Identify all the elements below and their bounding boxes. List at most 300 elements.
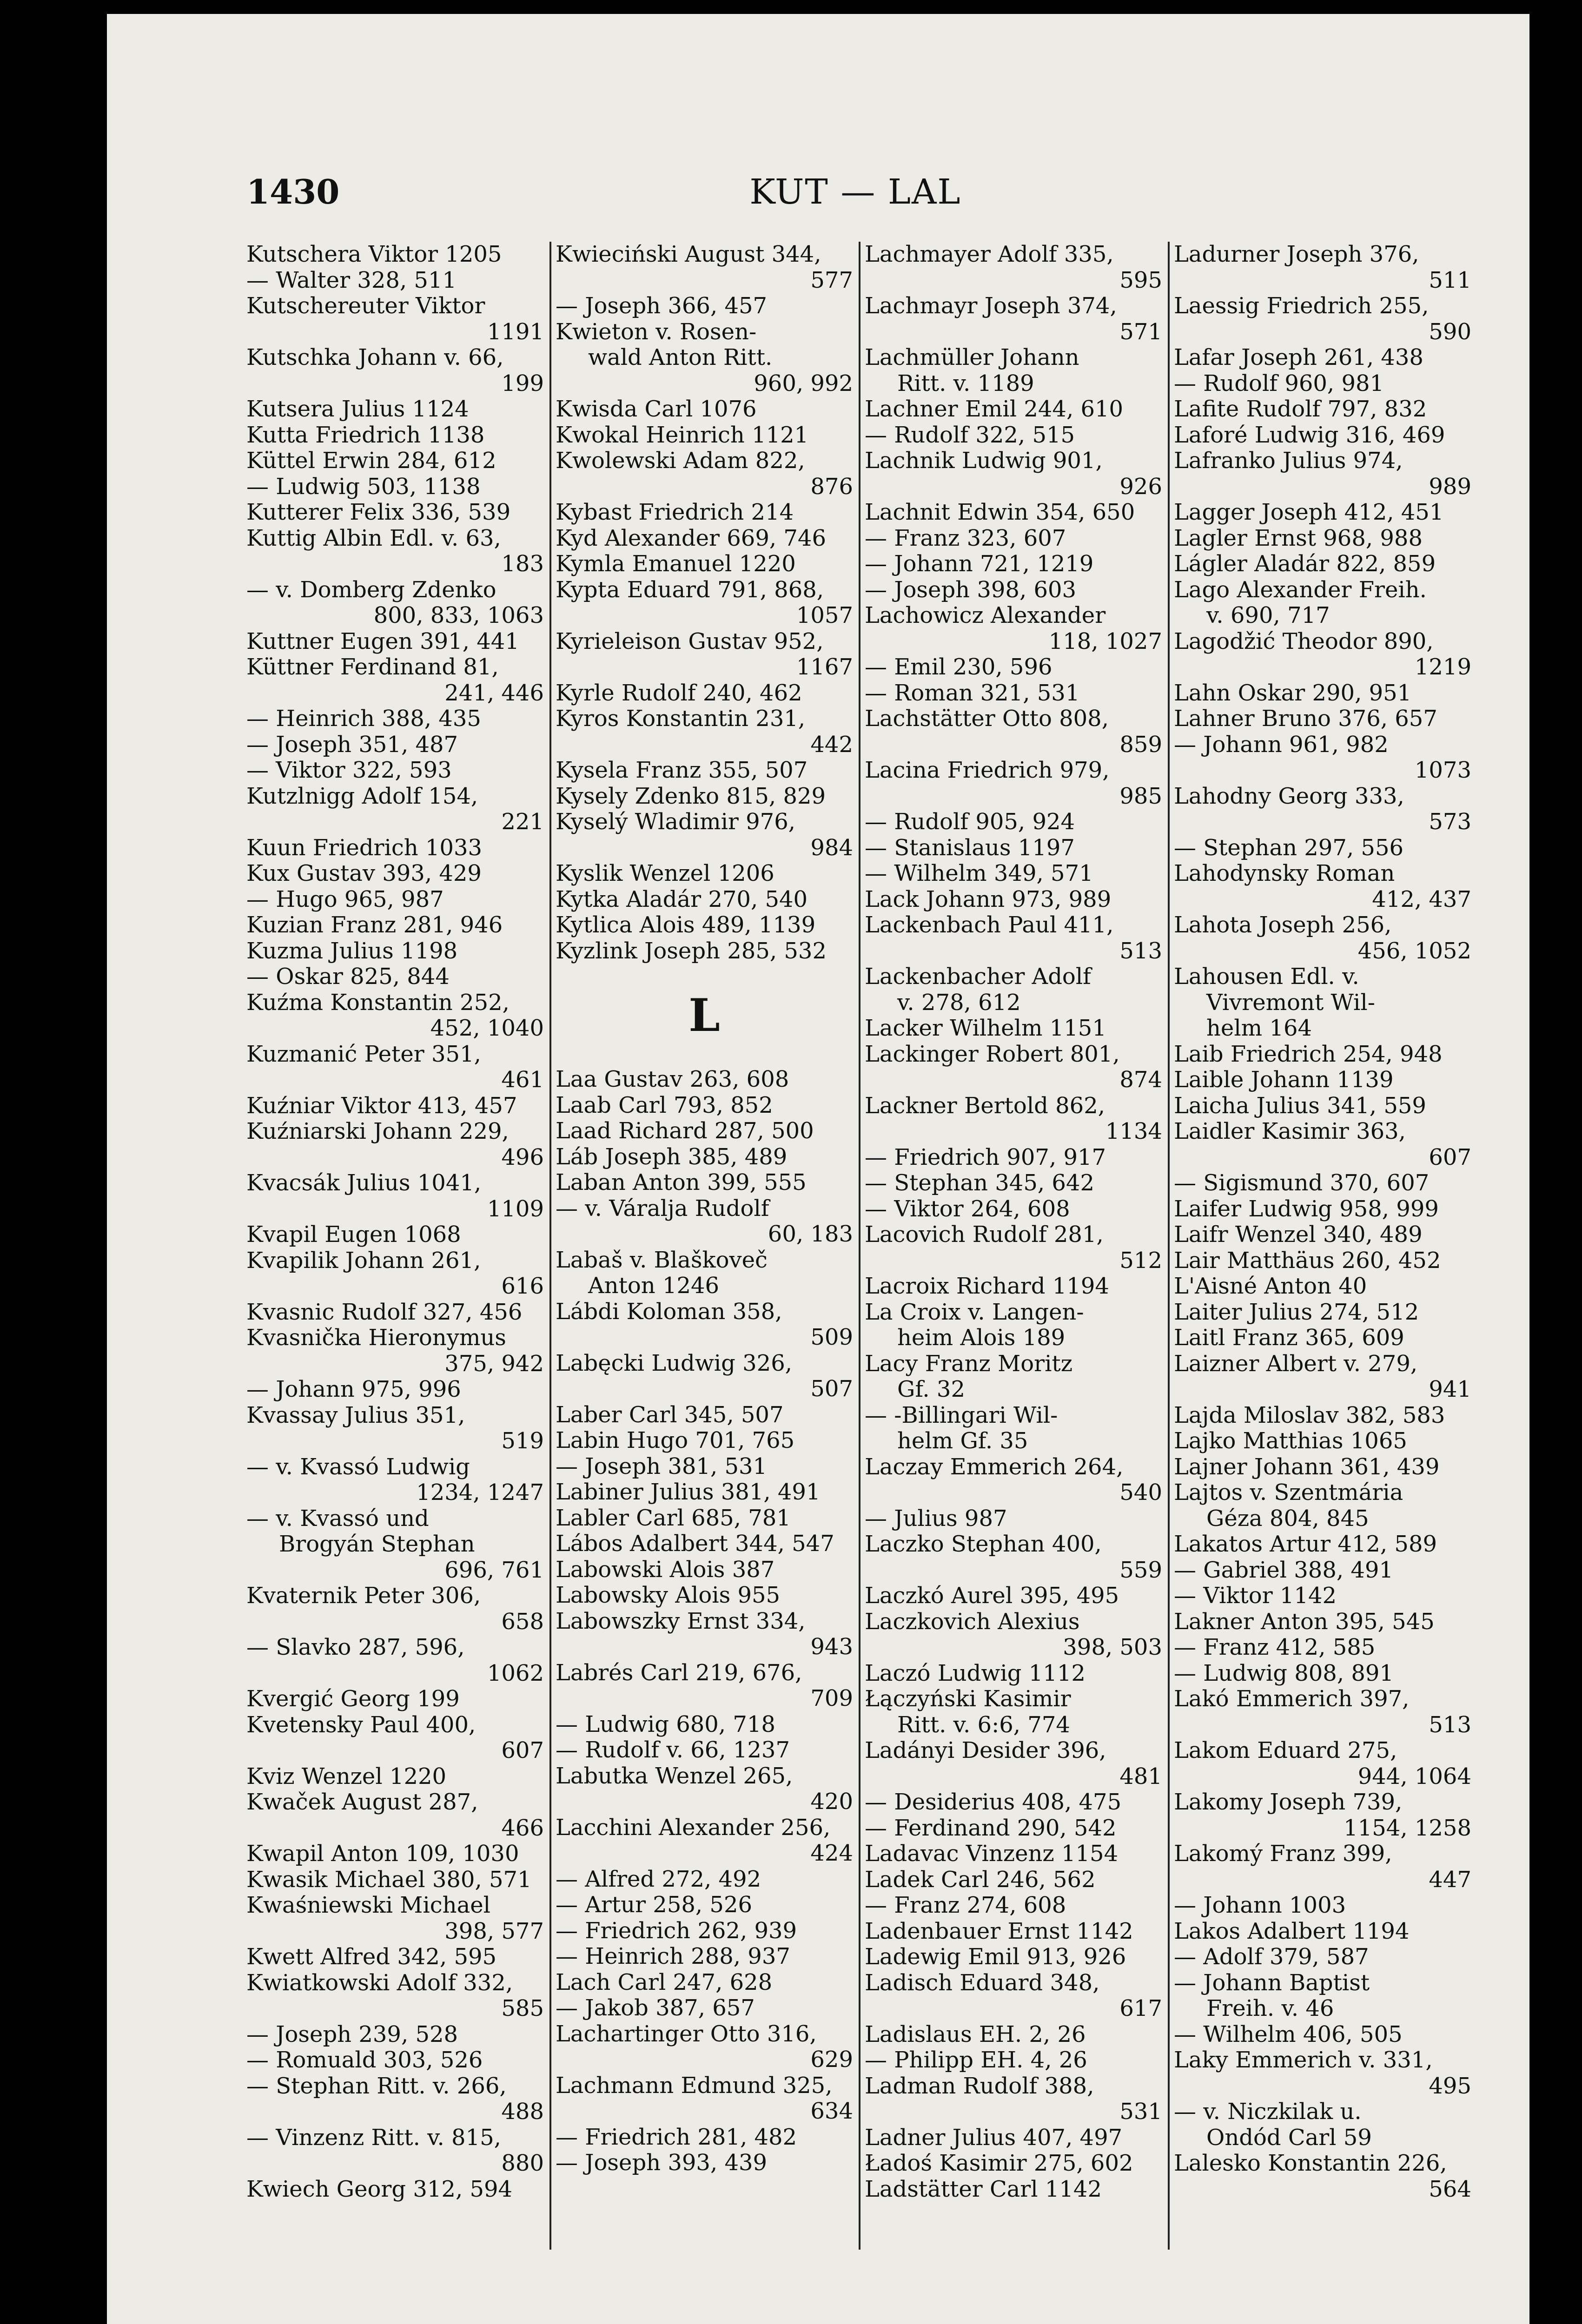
index-entry: Labowsky Alois 955 <box>556 1582 781 1608</box>
index-entry: Ladisch Eduard 348, <box>865 1969 1100 1996</box>
index-entry: Lackenbach Paul 411, <box>865 912 1114 938</box>
index-entry: Lago Alexander Freih. <box>1174 576 1427 603</box>
index-entry: Lachnit Edwin 354, 650 <box>865 499 1135 525</box>
index-entry: Kutterer Felix 336, 539 <box>246 499 511 525</box>
index-entry: 571 <box>1119 318 1162 345</box>
index-entry: 488 <box>501 2099 544 2125</box>
index-entry: Küttner Ferdinand 81, <box>246 654 499 680</box>
index-entry: 1154, 1258 <box>1344 1815 1471 1841</box>
index-entry: Ritt. v. 6:6, 774 <box>897 1711 1070 1738</box>
index-entry: Kwapil Anton 109, 1030 <box>246 1841 519 1867</box>
index-entry: 1062 <box>487 1660 544 1686</box>
index-entry: Kuttig Albin Edl. v. 63, <box>246 525 501 551</box>
index-entry: 926 <box>1119 473 1162 500</box>
index-entry: Lachstätter Otto 808, <box>865 706 1109 732</box>
index-entry: — Franz 412, 585 <box>1174 1634 1376 1660</box>
index-entry: 461 <box>501 1067 544 1093</box>
index-entry: Kuttner Eugen 391, 441 <box>246 628 519 654</box>
index-entry: Laban Anton 399, 555 <box>556 1169 807 1195</box>
index-entry: v. 278, 612 <box>897 989 1021 1016</box>
index-entry: 531 <box>1119 2099 1162 2125</box>
index-entry: helm Gf. 35 <box>897 1428 1028 1454</box>
index-entry: Laifer Ludwig 958, 999 <box>1174 1195 1439 1222</box>
index-entry: 456, 1052 <box>1357 938 1471 964</box>
index-entry: Kwieton v. Rosen- <box>556 318 757 345</box>
index-entry: Labowszky Ernst 334, <box>556 1608 806 1634</box>
index-entry: — Philipp EH. 4, 26 <box>865 2047 1087 2073</box>
index-entry: Vivremont Wil- <box>1206 989 1375 1016</box>
index-entry: Ladman Rudolf 388, <box>865 2073 1094 2099</box>
index-entry: Kysely Zdenko 815, 829 <box>556 783 826 809</box>
index-entry: Lachnik Ludwig 901, <box>865 448 1103 474</box>
index-entry: Lagodžić Theodor 890, <box>1174 628 1434 654</box>
index-entry: Kvassay Julius 351, <box>246 1402 465 1428</box>
index-entry: — Rudolf 322, 515 <box>865 422 1075 448</box>
index-entry: — Sigismund 370, 607 <box>1174 1170 1430 1196</box>
index-entry: Kuzma Julius 1198 <box>246 938 458 964</box>
index-entry: heim Alois 189 <box>897 1325 1066 1351</box>
index-entry: 559 <box>1119 1557 1162 1583</box>
index-entry: Laidler Kasimir 363, <box>1174 1118 1406 1144</box>
index-entry: 1191 <box>487 318 544 345</box>
index-entry: 941 <box>1429 1376 1471 1402</box>
index-entry: — Rudolf v. 66, 1237 <box>556 1737 790 1763</box>
index-entry: Ondód Carl 59 <box>1206 2124 1372 2151</box>
index-entry: — Oskar 825, 844 <box>246 964 450 990</box>
index-entry: Kypta Eduard 791, 868, <box>556 576 824 603</box>
index-entry: — Viktor 322, 593 <box>246 757 452 783</box>
index-entry: 1234, 1247 <box>416 1479 544 1505</box>
index-entry: 709 <box>810 1685 853 1711</box>
index-entry: Lakom Eduard 275, <box>1174 1737 1397 1763</box>
index-entry: — Rudolf 905, 924 <box>865 809 1075 835</box>
index-entry: 519 <box>501 1428 544 1454</box>
directory-page <box>107 14 1529 2324</box>
index-entry: Ładoś Kasimir 275, 602 <box>865 2150 1133 2176</box>
column-rule <box>1168 242 1170 2250</box>
index-entry: 984 <box>810 834 853 861</box>
index-entry: Kyd Alexander 669, 746 <box>556 525 826 551</box>
index-entry: — Stephan Ritt. v. 266, <box>246 2073 507 2099</box>
index-entry: 375, 942 <box>444 1350 544 1377</box>
index-entry: — Joseph 239, 528 <box>246 2021 458 2047</box>
index-entry: Laforé Ludwig 316, 469 <box>1174 422 1445 448</box>
index-entry: Laifr Wenzel 340, 489 <box>1174 1221 1423 1248</box>
index-entry: Kvacsák Julius 1041, <box>246 1170 482 1196</box>
index-entry: Ladurner Joseph 376, <box>1174 242 1419 267</box>
index-entry: Kutzlnigg Adolf 154, <box>246 783 478 809</box>
index-entry: Kybast Friedrich 214 <box>556 499 794 525</box>
index-entry: 221 <box>501 809 544 835</box>
index-entry: Kwolewski Adam 822, <box>556 448 805 474</box>
index-entry: L'Aisné Anton 40 <box>1174 1273 1367 1299</box>
index-entry: — Emil 230, 596 <box>865 654 1052 680</box>
index-entry: — Slavko 287, 596, <box>246 1634 465 1660</box>
index-entry: 800, 833, 1063 <box>373 602 544 628</box>
index-entry: 118, 1027 <box>1048 628 1162 654</box>
index-entry: Kytlica Alois 489, 1139 <box>556 912 816 938</box>
index-entry: 412, 437 <box>1372 886 1471 912</box>
index-entry: Láb Joseph 385, 489 <box>556 1143 788 1170</box>
index-entry: — Viktor 264, 608 <box>865 1195 1070 1222</box>
index-entry: — Franz 323, 607 <box>865 525 1066 551</box>
index-entry: Ladislaus EH. 2, 26 <box>865 2021 1086 2047</box>
index-entry: Kuźniar Viktor 413, 457 <box>246 1092 517 1119</box>
index-entry: Lakner Anton 395, 545 <box>1174 1608 1435 1635</box>
index-entry: Kyrle Rudolf 240, 462 <box>556 680 802 706</box>
index-entry: — Heinrich 288, 937 <box>556 1943 790 1969</box>
index-entry: 495 <box>1429 2073 1471 2099</box>
index-entry: — Roman 321, 531 <box>865 680 1080 706</box>
index-entry: — Johann Baptist <box>1174 1969 1370 1996</box>
index-entry: Kvapil Eugen 1068 <box>246 1221 461 1248</box>
index-entry: 398, 577 <box>444 1918 544 1944</box>
index-entry: Lajda Miloslav 382, 583 <box>1174 1402 1445 1428</box>
index-entry: Kuźniarski Johann 229, <box>246 1118 509 1144</box>
index-entry: Küttel Erwin 284, 612 <box>246 448 496 474</box>
index-entry: — Joseph 381, 531 <box>556 1453 768 1479</box>
index-entry: 880 <box>501 2150 544 2176</box>
index-entry: Lagger Joseph 412, 451 <box>1174 499 1444 525</box>
index-entry: Laczó Ludwig 1112 <box>865 1660 1086 1686</box>
index-entry: Ladavac Vinzenz 1154 <box>865 1841 1119 1867</box>
index-entry: Kwasik Michael 380, 571 <box>246 1866 532 1893</box>
index-entry: — Hugo 965, 987 <box>246 886 444 912</box>
index-entry: Lakomý Franz 399, <box>1174 1841 1392 1867</box>
index-entry: — Heinrich 388, 435 <box>246 706 481 732</box>
index-entry: 513 <box>1429 1711 1471 1738</box>
index-entry: Anton 1246 <box>588 1273 720 1299</box>
index-entry: Laky Emmerich v. 331, <box>1174 2047 1433 2073</box>
index-entry: Lacker Wilhelm 1151 <box>865 1015 1106 1041</box>
index-entry: Ladányi Desider 396, <box>865 1737 1106 1763</box>
index-entry: Laczko Stephan 400, <box>865 1531 1102 1557</box>
index-entry: Kvasnic Rudolf 327, 456 <box>246 1299 523 1325</box>
index-entry: 634 <box>810 2098 853 2124</box>
index-entry: Lafar Joseph 261, 438 <box>1174 344 1423 370</box>
index-entry: 617 <box>1119 1995 1162 2021</box>
index-entry: — Gabriel 388, 491 <box>1174 1557 1394 1583</box>
index-entry: Lacovich Rudolf 281, <box>865 1221 1104 1248</box>
index-entry: Kviz Wenzel 1220 <box>246 1763 447 1789</box>
index-entry: 573 <box>1429 809 1471 835</box>
index-entry: Lacina Friedrich 979, <box>865 757 1110 783</box>
index-entry: 199 <box>501 370 544 396</box>
index-entry: Freih. v. 46 <box>1206 1995 1334 2021</box>
index-entry: — Friedrich 281, 482 <box>556 2124 797 2150</box>
index-entry: Laizner Albert v. 279, <box>1174 1350 1418 1377</box>
index-entry: — Johann 975, 996 <box>246 1376 461 1402</box>
index-entry: 420 <box>810 1789 853 1815</box>
index-entry: Lach Carl 247, 628 <box>556 1969 773 1995</box>
index-entry: Lajtos v. Szentmária <box>1174 1479 1403 1505</box>
index-entry: wald Anton Ritt. <box>588 344 773 370</box>
index-entry: Kyselý Wladimir 976, <box>556 809 795 835</box>
index-entry: — Stanislaus 1197 <box>865 834 1075 861</box>
index-entry: Kutschka Johann v. 66, <box>246 344 504 370</box>
index-entry: — Joseph 393, 439 <box>556 2150 768 2176</box>
index-entry: Lábos Adalbert 344, 547 <box>556 1531 834 1557</box>
index-entry: 507 <box>810 1376 853 1402</box>
index-entry: helm 164 <box>1206 1015 1312 1041</box>
index-entry: Kvergić Georg 199 <box>246 1686 460 1712</box>
index-entry: 452, 1040 <box>430 1015 544 1041</box>
index-entry: — Joseph 398, 603 <box>865 576 1077 603</box>
index-entry: Labowski Alois 387 <box>556 1556 775 1583</box>
index-entry: — v. Váralja Rudolf <box>556 1195 769 1221</box>
index-entry: Lahodynsky Roman <box>1174 860 1395 886</box>
index-entry: 1057 <box>796 602 853 628</box>
index-entry: Kwett Alfred 342, 595 <box>246 1944 497 1970</box>
index-entry: Brogyán Stephan <box>279 1531 475 1557</box>
index-entry: — Walter 328, 511 <box>246 267 457 293</box>
index-entry: Lachner Emil 244, 610 <box>865 396 1124 422</box>
index-entry: Labler Carl 685, 781 <box>556 1505 791 1531</box>
index-entry: — Alfred 272, 492 <box>556 1866 761 1892</box>
index-entry: Lachmüller Johann <box>865 344 1079 370</box>
index-entry: — Romuald 303, 526 <box>246 2047 483 2073</box>
index-entry: — Johann 721, 1219 <box>865 551 1094 577</box>
index-entry: Labrés Carl 219, 676, <box>556 1659 802 1686</box>
index-entry: — v. Kvassó Ludwig <box>246 1453 470 1480</box>
index-entry: 1219 <box>1414 654 1471 680</box>
index-entry: Lackenbacher Adolf <box>865 964 1091 990</box>
index-entry: Lahodny Georg 333, <box>1174 783 1404 809</box>
index-entry: Laib Friedrich 254, 948 <box>1174 1041 1443 1067</box>
index-entry: Géza 804, 845 <box>1206 1505 1369 1532</box>
index-entry: Labaš v. Blaškoveč <box>556 1247 768 1273</box>
column-rule <box>859 242 861 2250</box>
index-entry: 513 <box>1119 938 1162 964</box>
index-column-1 <box>246 242 544 2250</box>
index-entry: Ladek Carl 246, 562 <box>865 1866 1096 1893</box>
index-entry: Lacy Franz Moritz <box>865 1350 1072 1377</box>
index-entry: Kvetensky Paul 400, <box>246 1711 476 1738</box>
index-entry: 540 <box>1119 1479 1162 1505</box>
index-entry: — Jakob 387, 657 <box>556 1995 755 2021</box>
index-entry: 696, 761 <box>444 1557 544 1583</box>
index-entry: Labęcki Ludwig 326, <box>556 1350 793 1376</box>
index-entry: Kvapilik Johann 261, <box>246 1247 481 1274</box>
index-entry: Kwiech Georg 312, 594 <box>246 2176 513 2202</box>
index-entry: 607 <box>501 1737 544 1763</box>
index-entry: Ladstätter Carl 1142 <box>865 2176 1102 2202</box>
index-entry: Kuzmanić Peter 351, <box>246 1041 481 1067</box>
index-entry: Gf. 32 <box>897 1376 965 1402</box>
index-entry: — Johann 961, 982 <box>1174 731 1389 758</box>
index-entry: — Wilhelm 349, 571 <box>865 860 1093 886</box>
index-entry: Labiner Julius 381, 491 <box>556 1479 821 1505</box>
column-rule <box>549 242 551 2250</box>
index-entry: Lakatos Artur 412, 589 <box>1174 1531 1437 1557</box>
index-entry: 595 <box>1119 267 1162 293</box>
index-entry: Lachmayer Adolf 335, <box>865 242 1114 267</box>
index-entry: Laad Richard 287, 500 <box>556 1118 814 1144</box>
index-entry: Lágler Aladár 822, 859 <box>1174 551 1436 577</box>
index-entry: 1134 <box>1105 1118 1162 1144</box>
index-entry: — Ludwig 808, 891 <box>1174 1660 1394 1686</box>
index-entry: Lacchini Alexander 256, <box>556 1814 831 1841</box>
index-entry: 989 <box>1429 473 1471 500</box>
index-entry: Ladner Julius 407, 497 <box>865 2124 1123 2151</box>
index-entry: Lábdi Koloman 358, <box>556 1298 782 1325</box>
index-entry: 512 <box>1119 1247 1162 1274</box>
index-entry: La Croix v. Langen- <box>865 1299 1084 1325</box>
index-column-3 <box>865 242 1162 2250</box>
index-entry: Lajko Matthias 1065 <box>1174 1428 1407 1454</box>
index-entry: Kyrieleison Gustav 952, <box>556 628 824 654</box>
index-entry: Lacroix Richard 1194 <box>865 1273 1109 1299</box>
index-entry: Lalesko Konstantin 226, <box>1174 2150 1447 2176</box>
index-entry: Ladenbauer Ernst 1142 <box>865 1918 1133 1944</box>
index-entry: Kutschereuter Viktor <box>246 293 485 319</box>
index-entry: Lafranko Julius 974, <box>1174 448 1403 474</box>
index-entry: — Joseph 366, 457 <box>556 293 768 319</box>
index-entry: Laessig Friedrich 255, <box>1174 293 1429 319</box>
index-entry: — Adolf 379, 587 <box>1174 1944 1369 1970</box>
index-entry: Laber Carl 345, 507 <box>556 1401 784 1428</box>
index-entry: 590 <box>1429 318 1471 345</box>
index-entry: — Ludwig 680, 718 <box>556 1711 775 1737</box>
index-entry: 564 <box>1429 2176 1471 2202</box>
index-entry: Ladewig Emil 913, 926 <box>865 1944 1126 1970</box>
index-entry: — Stephan 297, 556 <box>1174 834 1404 861</box>
index-entry: Lahn Oskar 290, 951 <box>1174 680 1412 706</box>
index-entry: 1073 <box>1414 757 1471 783</box>
index-entry: 960, 992 <box>754 370 853 396</box>
index-entry: Lachmayr Joseph 374, <box>865 293 1117 319</box>
index-entry: Kuźma Konstantin 252, <box>246 989 510 1016</box>
index-entry: 60, 183 <box>768 1221 853 1247</box>
index-entry: Laitl Franz 365, 609 <box>1174 1325 1404 1351</box>
index-entry: Laicha Julius 341, 559 <box>1174 1092 1426 1119</box>
index-entry: 859 <box>1119 731 1162 758</box>
index-entry: Kyslik Wenzel 1206 <box>556 860 774 886</box>
index-entry: Laa Gustav 263, 608 <box>556 1066 789 1092</box>
index-entry: 509 <box>810 1324 853 1350</box>
index-entry: Kvasnička Hieronymus <box>246 1325 506 1351</box>
index-entry: Kutsera Julius 1124 <box>246 396 469 422</box>
index-entry: — Joseph 351, 487 <box>246 731 458 758</box>
index-entry: Kytka Aladár 270, 540 <box>556 886 808 912</box>
index-entry: — Johann 1003 <box>1174 1892 1346 1918</box>
index-entry: Labutka Wenzel 265, <box>556 1763 793 1789</box>
index-entry: 944, 1064 <box>1357 1763 1471 1789</box>
index-entry: Lachartinger Otto 316, <box>556 2020 817 2047</box>
index-column-2 <box>556 242 853 2250</box>
index-entry: — Rudolf 960, 981 <box>1174 370 1384 396</box>
index-entry: 183 <box>501 551 544 577</box>
index-entry: Kymla Emanuel 1220 <box>556 551 796 577</box>
index-entry: Lackner Bertold 862, <box>865 1092 1105 1119</box>
index-entry: 511 <box>1429 267 1471 293</box>
index-entry: 629 <box>810 2047 853 2073</box>
index-entry: 398, 503 <box>1063 1634 1162 1660</box>
index-entry: Kwisda Carl 1076 <box>556 396 757 422</box>
index-entry: 447 <box>1429 1866 1471 1893</box>
index-entry: Lajner Johann 361, 439 <box>1174 1453 1440 1480</box>
index-entry: — Artur 258, 526 <box>556 1892 753 1918</box>
page-header <box>246 163 1464 214</box>
index-entry: Laczay Emmerich 264, <box>865 1453 1124 1480</box>
index-columns <box>246 242 1471 2250</box>
index-entry: Kwokal Heinrich 1121 <box>556 422 809 448</box>
index-column-4 <box>1174 242 1471 2250</box>
index-entry: Kuzian Franz 281, 946 <box>246 912 503 938</box>
index-entry: 876 <box>810 473 853 500</box>
index-entry: 874 <box>1119 1067 1162 1093</box>
index-entry: Kutta Friedrich 1138 <box>246 422 485 448</box>
index-entry: — v. Domberg Zdenko <box>246 576 496 603</box>
index-entry: Laczkovich Alexius <box>865 1608 1080 1635</box>
index-entry: Lackinger Robert 801, <box>865 1041 1120 1067</box>
index-entry: — v. Kvassó und <box>246 1505 429 1532</box>
index-entry: Lakos Adalbert 1194 <box>1174 1918 1410 1944</box>
index-entry: Kuun Friedrich 1033 <box>246 834 483 861</box>
index-entry: — v. Niczkilak u. <box>1174 2099 1362 2125</box>
index-entry: 985 <box>1119 783 1162 809</box>
index-entry: 607 <box>1429 1144 1471 1170</box>
index-entry: Lachmann Edmund 325, <box>556 2072 833 2099</box>
index-entry: 496 <box>501 1144 544 1170</box>
index-entry: 616 <box>501 1273 544 1299</box>
index-entry: 577 <box>810 267 853 293</box>
index-entry: 481 <box>1119 1763 1162 1789</box>
index-entry: — Wilhelm 406, 505 <box>1174 2021 1403 2047</box>
index-entry: Laiter Julius 274, 512 <box>1174 1299 1419 1325</box>
index-entry: — Desiderius 408, 475 <box>865 1789 1122 1815</box>
index-entry: Lahousen Edl. v. <box>1174 964 1359 990</box>
index-entry: Kwaček August 287, <box>246 1789 478 1815</box>
index-entry: Lakomy Joseph 739, <box>1174 1789 1403 1815</box>
index-entry: Laible Johann 1139 <box>1174 1067 1394 1093</box>
index-entry: — Julius 987 <box>865 1505 1007 1532</box>
index-entry: Lagler Ernst 968, 988 <box>1174 525 1423 551</box>
index-entry: Kutschera Viktor 1205 <box>246 242 502 267</box>
index-entry: Kyros Konstantin 231, <box>556 706 806 732</box>
index-entry: 424 <box>810 1840 853 1866</box>
index-entry: 658 <box>501 1608 544 1635</box>
index-entry: Lakó Emmerich 397, <box>1174 1686 1410 1712</box>
index-entry: 1167 <box>796 654 853 680</box>
index-entry: 241, 446 <box>444 680 544 706</box>
index-entry: — Viktor 1142 <box>1174 1583 1337 1609</box>
index-entry: 943 <box>810 1634 853 1660</box>
index-entry: — Ludwig 503, 1138 <box>246 473 481 500</box>
page-number: 1430 <box>246 172 340 211</box>
index-entry: Labin Hugo 701, 765 <box>556 1427 795 1453</box>
index-entry: Laab Carl 793, 852 <box>556 1092 773 1118</box>
index-entry: — Friedrich 262, 939 <box>556 1917 797 1944</box>
index-entry: — -Billingari Wil- <box>865 1402 1058 1428</box>
index-entry: — Stephan 345, 642 <box>865 1170 1095 1196</box>
index-entry: — Franz 274, 608 <box>865 1892 1066 1918</box>
index-entry: — Vinzenz Ritt. v. 815, <box>246 2124 501 2151</box>
running-head: KUT — LAL <box>749 172 961 212</box>
index-entry: Lair Matthäus 260, 452 <box>1174 1247 1441 1274</box>
index-entry: Lahner Bruno 376, 657 <box>1174 706 1437 732</box>
index-entry: Kysela Franz 355, 507 <box>556 757 808 783</box>
index-entry: — Friedrich 907, 917 <box>865 1144 1106 1170</box>
index-entry: Lafite Rudolf 797, 832 <box>1174 396 1427 422</box>
index-entry: Lachowicz Alexander <box>865 602 1106 628</box>
index-entry: Lahota Joseph 256, <box>1174 912 1392 938</box>
index-entry: v. 690, 717 <box>1206 602 1330 628</box>
index-entry: Kvaternik Peter 306, <box>246 1583 481 1609</box>
index-entry: Kwaśniewski Michael <box>246 1892 490 1918</box>
letter-heading: L <box>688 989 720 1042</box>
index-entry: 1109 <box>487 1195 544 1222</box>
